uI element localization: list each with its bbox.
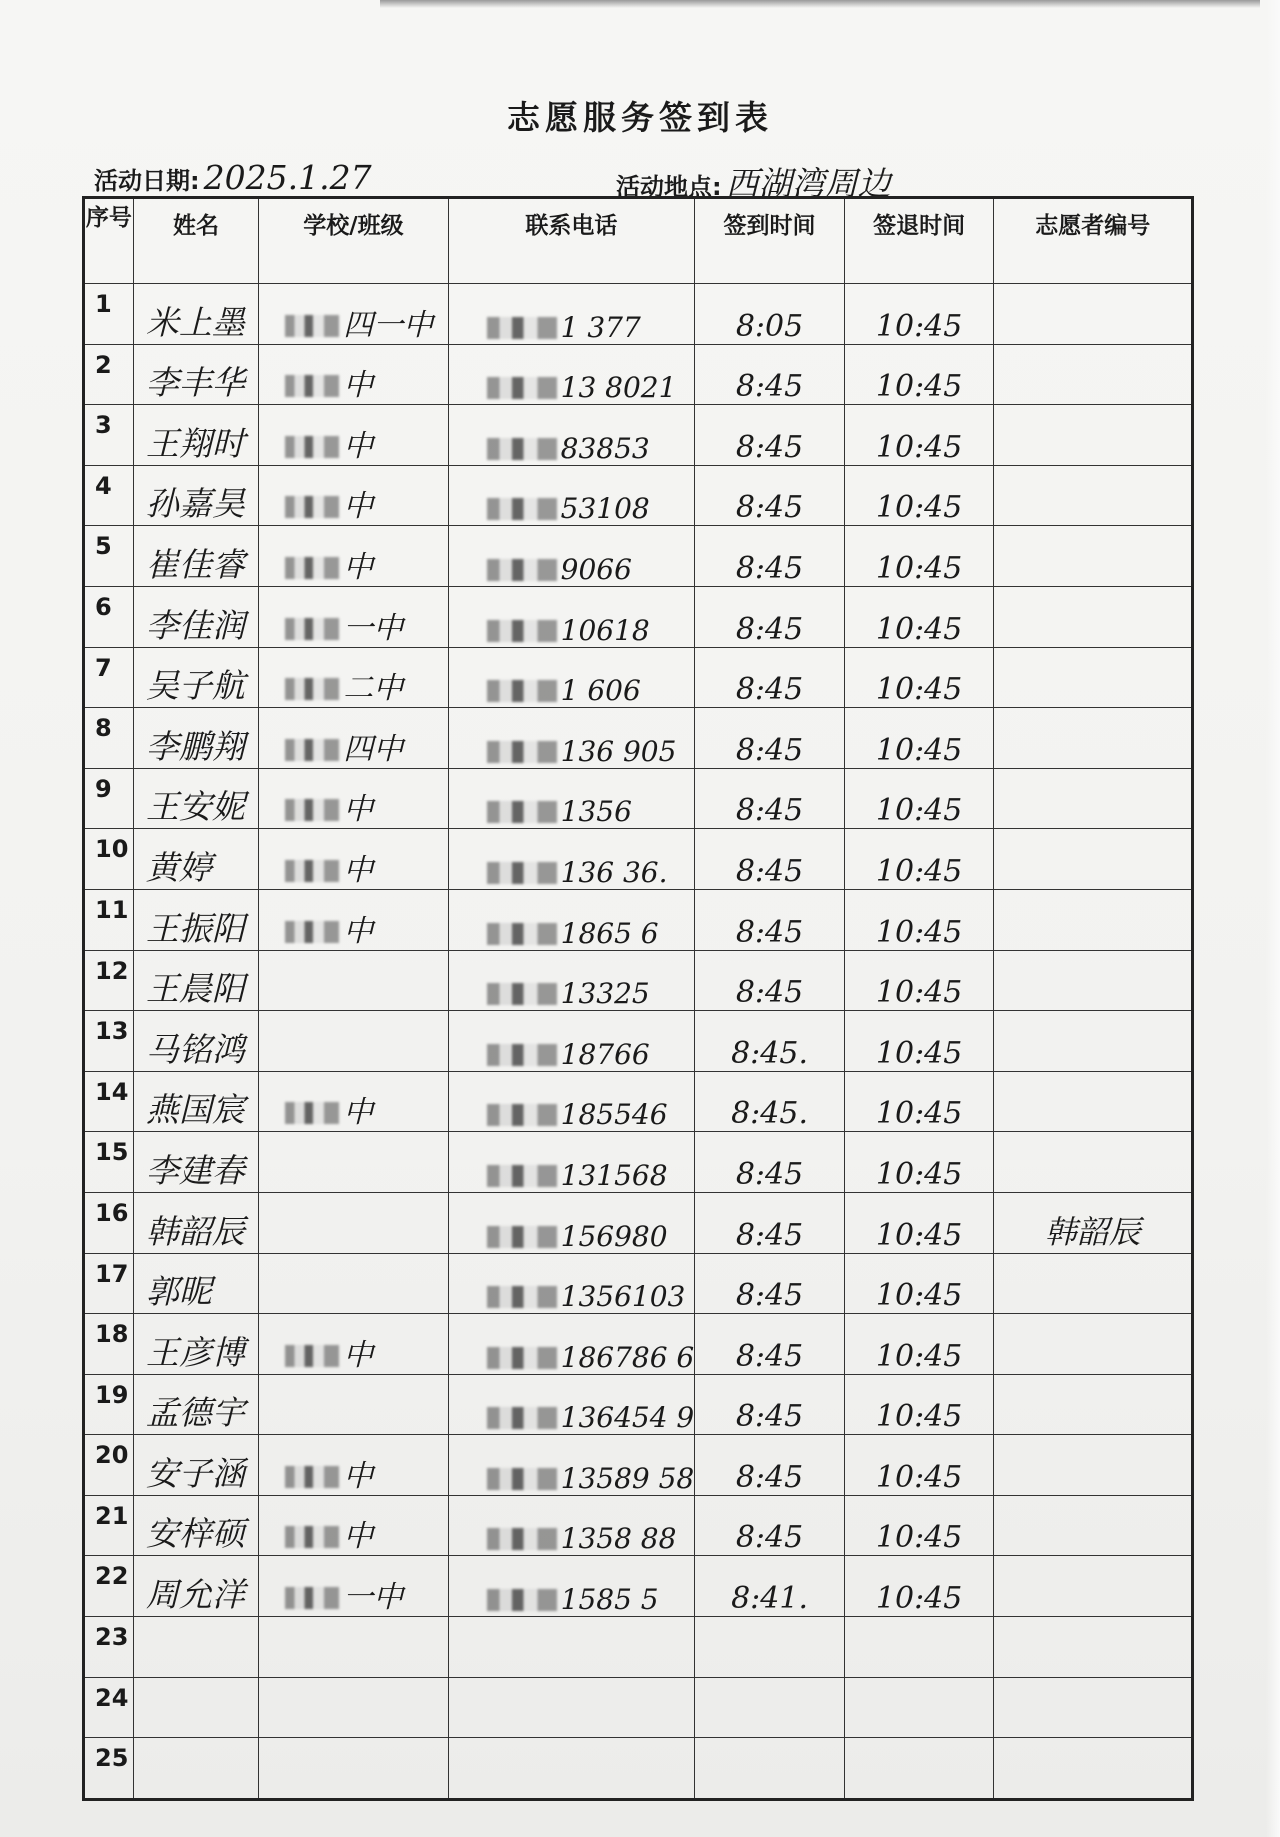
privacy-blur bbox=[487, 1468, 557, 1490]
privacy-blur bbox=[285, 1466, 339, 1488]
sign-in-time: 8:45. bbox=[695, 1011, 845, 1072]
sign-in-time: 8:45 bbox=[695, 1192, 845, 1253]
school-class: 四一中 bbox=[259, 284, 448, 345]
volunteer-id bbox=[994, 1314, 1193, 1375]
volunteer-id bbox=[994, 586, 1193, 647]
sign-out-time: 10:45 bbox=[844, 1192, 994, 1253]
row-index: 19 bbox=[84, 1374, 134, 1435]
row-index: 10 bbox=[84, 829, 134, 890]
volunteer-name: 燕国宸 bbox=[133, 1071, 258, 1132]
volunteer-id bbox=[994, 1495, 1193, 1556]
row-index: 15 bbox=[84, 1132, 134, 1193]
table-row bbox=[84, 950, 1193, 1011]
volunteer-name: 李鹏翔 bbox=[133, 708, 258, 769]
sign-out-time: 10:45 bbox=[844, 1495, 994, 1556]
privacy-blur bbox=[487, 1407, 557, 1429]
volunteer-name: 安梓硕 bbox=[133, 1495, 258, 1556]
row-index: 16 bbox=[84, 1192, 134, 1253]
contact-phone bbox=[448, 1738, 695, 1800]
table-row bbox=[84, 1071, 1193, 1132]
privacy-blur bbox=[285, 557, 339, 579]
table-row bbox=[84, 1738, 1193, 1800]
privacy-blur bbox=[487, 680, 557, 702]
school-class: 中 bbox=[259, 1314, 448, 1375]
sign-in-time: 8:45 bbox=[695, 889, 845, 950]
activity-date-value: 2025.1.27 bbox=[203, 158, 372, 197]
column-header-school: 学校/班级 bbox=[259, 198, 448, 284]
row-index: 3 bbox=[84, 405, 134, 466]
volunteer-name: 王晨阳 bbox=[133, 950, 258, 1011]
sign-out-time: 10:45 bbox=[844, 526, 994, 587]
sign-in-time bbox=[695, 1617, 845, 1678]
row-index: 13 bbox=[84, 1011, 134, 1072]
sign-in-time: 8:45 bbox=[695, 647, 845, 708]
volunteer-id bbox=[994, 465, 1193, 526]
privacy-blur bbox=[285, 799, 339, 821]
school-class bbox=[259, 1011, 448, 1072]
table-row bbox=[84, 1192, 1193, 1253]
sign-out-time: 10:45 bbox=[844, 1374, 994, 1435]
row-index: 5 bbox=[84, 526, 134, 587]
row-index: 23 bbox=[84, 1617, 134, 1678]
contact-phone: 13325 bbox=[448, 950, 695, 1011]
contact-phone: 136 36. bbox=[448, 829, 695, 890]
activity-date bbox=[94, 158, 372, 197]
sign-in-time: 8:45 bbox=[695, 526, 845, 587]
volunteer-name: 黄婷 bbox=[133, 829, 258, 890]
contact-phone bbox=[448, 1617, 695, 1678]
sign-out-time: 10:45 bbox=[844, 1071, 994, 1132]
paper-edge-shadow bbox=[380, 0, 1260, 8]
row-index: 21 bbox=[84, 1495, 134, 1556]
sign-out-time: 10:45 bbox=[844, 768, 994, 829]
sign-out-time: 10:45 bbox=[844, 647, 994, 708]
school-class: 中 bbox=[259, 1435, 448, 1496]
volunteer-id: 韩韶辰 bbox=[994, 1192, 1193, 1253]
contact-phone: 53108 bbox=[448, 465, 695, 526]
table-row bbox=[84, 1677, 1193, 1738]
volunteer-id bbox=[994, 526, 1193, 587]
privacy-blur bbox=[487, 923, 557, 945]
contact-phone: 10618 bbox=[448, 586, 695, 647]
contact-phone: 186786 6 bbox=[448, 1314, 695, 1375]
row-index: 6 bbox=[84, 586, 134, 647]
row-index: 24 bbox=[84, 1677, 134, 1738]
table-row bbox=[84, 1011, 1193, 1072]
privacy-blur bbox=[487, 620, 557, 642]
school-class: 中 bbox=[259, 465, 448, 526]
school-class bbox=[259, 1253, 448, 1314]
privacy-blur bbox=[487, 438, 557, 460]
contact-phone: 185546 bbox=[448, 1071, 695, 1132]
table-row bbox=[84, 829, 1193, 890]
privacy-blur bbox=[487, 377, 557, 399]
table-row bbox=[84, 405, 1193, 466]
school-class: 中 bbox=[259, 1071, 448, 1132]
sign-out-time: 10:45 bbox=[844, 1253, 994, 1314]
sign-in-time: 8:45 bbox=[695, 829, 845, 890]
sign-in-time: 8:45 bbox=[695, 1132, 845, 1193]
school-class: 中 bbox=[259, 344, 448, 405]
privacy-blur bbox=[487, 1528, 557, 1550]
row-index: 25 bbox=[84, 1738, 134, 1800]
privacy-blur bbox=[285, 618, 339, 640]
sign-in-time: 8:05 bbox=[695, 284, 845, 345]
school-class bbox=[259, 950, 448, 1011]
contact-phone: 131568 bbox=[448, 1132, 695, 1193]
volunteer-name: 李建春 bbox=[133, 1132, 258, 1193]
column-header-volunteer-id: 志愿者编号 bbox=[994, 198, 1193, 284]
volunteer-name bbox=[133, 1677, 258, 1738]
privacy-blur bbox=[487, 1165, 557, 1187]
table-body bbox=[84, 284, 1193, 1800]
privacy-blur bbox=[487, 1226, 557, 1248]
sign-out-time: 10:45 bbox=[844, 1132, 994, 1193]
volunteer-id bbox=[994, 1617, 1193, 1678]
contact-phone: 1 377 bbox=[448, 284, 695, 345]
contact-phone: 1585 5 bbox=[448, 1556, 695, 1617]
school-class: 一中 bbox=[259, 1556, 448, 1617]
activity-place-label: 活动地点: bbox=[616, 173, 722, 201]
volunteer-name: 崔佳睿 bbox=[133, 526, 258, 587]
privacy-blur bbox=[487, 983, 557, 1005]
sign-in-time: 8:45 bbox=[695, 1374, 845, 1435]
school-class: 中 bbox=[259, 768, 448, 829]
row-index: 1 bbox=[84, 284, 134, 345]
volunteer-name: 米上墨 bbox=[133, 284, 258, 345]
privacy-blur bbox=[285, 921, 339, 943]
school-class bbox=[259, 1132, 448, 1193]
privacy-blur bbox=[285, 860, 339, 882]
volunteer-id bbox=[994, 768, 1193, 829]
school-class: 二中 bbox=[259, 647, 448, 708]
sign-out-time: 10:45 bbox=[844, 829, 994, 890]
column-header-sign-out: 签退时间 bbox=[844, 198, 994, 284]
row-index: 22 bbox=[84, 1556, 134, 1617]
sign-out-time: 10:45 bbox=[844, 950, 994, 1011]
volunteer-id bbox=[994, 950, 1193, 1011]
volunteer-name: 孟德宇 bbox=[133, 1374, 258, 1435]
sign-out-time: 10:45 bbox=[844, 1435, 994, 1496]
table-row bbox=[84, 768, 1193, 829]
privacy-blur bbox=[487, 498, 557, 520]
sign-out-time bbox=[844, 1677, 994, 1738]
contact-phone: 9066 bbox=[448, 526, 695, 587]
school-class: 一中 bbox=[259, 586, 448, 647]
table-row bbox=[84, 1617, 1193, 1678]
table-row bbox=[84, 1556, 1193, 1617]
contact-phone: 13 8021 bbox=[448, 344, 695, 405]
table-row bbox=[84, 647, 1193, 708]
contact-phone: 1358 88 bbox=[448, 1495, 695, 1556]
volunteer-name: 韩韶辰 bbox=[133, 1192, 258, 1253]
school-class bbox=[259, 1738, 448, 1800]
school-class: 中 bbox=[259, 829, 448, 890]
row-index: 9 bbox=[84, 768, 134, 829]
table-row bbox=[84, 1253, 1193, 1314]
volunteer-id bbox=[994, 1132, 1193, 1193]
table-row bbox=[84, 1374, 1193, 1435]
privacy-blur bbox=[285, 1526, 339, 1548]
sign-in-time: 8:45 bbox=[695, 405, 845, 466]
sign-in-time: 8:45 bbox=[695, 708, 845, 769]
school-class bbox=[259, 1617, 448, 1678]
volunteer-id bbox=[994, 647, 1193, 708]
contact-phone: 1 606 bbox=[448, 647, 695, 708]
privacy-blur bbox=[285, 375, 339, 397]
table-row bbox=[84, 284, 1193, 345]
school-class: 中 bbox=[259, 405, 448, 466]
activity-date-label: 活动日期: bbox=[94, 167, 200, 195]
privacy-blur bbox=[487, 317, 557, 339]
sign-in-time: 8:45 bbox=[695, 1495, 845, 1556]
volunteer-name: 周允洋 bbox=[133, 1556, 258, 1617]
sign-out-time: 10:45 bbox=[844, 465, 994, 526]
row-index: 12 bbox=[84, 950, 134, 1011]
volunteer-id bbox=[994, 1011, 1193, 1072]
row-index: 2 bbox=[84, 344, 134, 405]
school-class: 四中 bbox=[259, 708, 448, 769]
sign-out-time: 10:45 bbox=[844, 1556, 994, 1617]
privacy-blur bbox=[487, 559, 557, 581]
volunteer-id bbox=[994, 889, 1193, 950]
table-row bbox=[84, 586, 1193, 647]
row-index: 17 bbox=[84, 1253, 134, 1314]
form-title: 志愿服务签到表 bbox=[507, 98, 773, 137]
row-index: 11 bbox=[84, 889, 134, 950]
row-index: 8 bbox=[84, 708, 134, 769]
paper-right-edge bbox=[1266, 0, 1280, 1837]
sign-in-time: 8:41. bbox=[695, 1556, 845, 1617]
volunteer-id bbox=[994, 829, 1193, 890]
sign-in-time: 8:45 bbox=[695, 768, 845, 829]
sign-out-time: 10:45 bbox=[844, 344, 994, 405]
volunteer-name: 李丰华 bbox=[133, 344, 258, 405]
privacy-blur bbox=[487, 1347, 557, 1369]
sign-in-time bbox=[695, 1677, 845, 1738]
school-class: 中 bbox=[259, 889, 448, 950]
table-row bbox=[84, 708, 1193, 769]
privacy-blur bbox=[285, 739, 339, 761]
row-index: 7 bbox=[84, 647, 134, 708]
table-row bbox=[84, 344, 1193, 405]
volunteer-name: 马铭鸿 bbox=[133, 1011, 258, 1072]
privacy-blur bbox=[487, 1589, 557, 1611]
table-header-row bbox=[84, 198, 1193, 284]
privacy-blur bbox=[487, 741, 557, 763]
table-row bbox=[84, 1495, 1193, 1556]
sign-out-time: 10:45 bbox=[844, 1011, 994, 1072]
sign-in-time: 8:45 bbox=[695, 465, 845, 526]
privacy-blur bbox=[285, 678, 339, 700]
sign-in-time: 8:45 bbox=[695, 344, 845, 405]
sign-in-time: 8:45. bbox=[695, 1071, 845, 1132]
column-header-index: 序号 bbox=[84, 198, 134, 284]
volunteer-name: 王彦博 bbox=[133, 1314, 258, 1375]
volunteer-name: 安子涵 bbox=[133, 1435, 258, 1496]
contact-phone bbox=[448, 1677, 695, 1738]
volunteer-name: 王安妮 bbox=[133, 768, 258, 829]
volunteer-name bbox=[133, 1738, 258, 1800]
sign-in-time: 8:45 bbox=[695, 1435, 845, 1496]
volunteer-name: 王振阳 bbox=[133, 889, 258, 950]
privacy-blur bbox=[487, 862, 557, 884]
privacy-blur bbox=[285, 1102, 339, 1124]
volunteer-id bbox=[994, 708, 1193, 769]
sign-out-time: 10:45 bbox=[844, 1314, 994, 1375]
sign-out-time: 10:45 bbox=[844, 708, 994, 769]
volunteer-id bbox=[994, 1374, 1193, 1435]
sign-out-time bbox=[844, 1738, 994, 1800]
contact-phone: 18766 bbox=[448, 1011, 695, 1072]
volunteer-name: 吴子航 bbox=[133, 647, 258, 708]
contact-phone: 1356 bbox=[448, 768, 695, 829]
table-row bbox=[84, 1314, 1193, 1375]
volunteer-id bbox=[994, 1253, 1193, 1314]
table-row bbox=[84, 526, 1193, 587]
school-class: 中 bbox=[259, 526, 448, 587]
privacy-blur bbox=[285, 315, 339, 337]
sign-in-time bbox=[695, 1738, 845, 1800]
school-class bbox=[259, 1192, 448, 1253]
column-header-sign-in: 签到时间 bbox=[695, 198, 845, 284]
school-class: 中 bbox=[259, 1495, 448, 1556]
sign-out-time: 10:45 bbox=[844, 405, 994, 466]
column-header-name: 姓名 bbox=[133, 198, 258, 284]
volunteer-id bbox=[994, 1556, 1193, 1617]
contact-phone: 136454 9 bbox=[448, 1374, 695, 1435]
privacy-blur bbox=[487, 1104, 557, 1126]
volunteer-name: 孙嘉昊 bbox=[133, 465, 258, 526]
contact-phone: 1865 6 bbox=[448, 889, 695, 950]
table-row bbox=[84, 465, 1193, 526]
volunteer-name: 李佳润 bbox=[133, 586, 258, 647]
sign-out-time bbox=[844, 1617, 994, 1678]
table-row bbox=[84, 889, 1193, 950]
sign-in-time: 8:45 bbox=[695, 1314, 845, 1375]
privacy-blur bbox=[487, 1286, 557, 1308]
contact-phone: 1356103 bbox=[448, 1253, 695, 1314]
row-index: 18 bbox=[84, 1314, 134, 1375]
school-class bbox=[259, 1677, 448, 1738]
column-header-phone: 联系电话 bbox=[448, 198, 695, 284]
volunteer-id bbox=[994, 1071, 1193, 1132]
volunteer-id bbox=[994, 405, 1193, 466]
row-index: 4 bbox=[84, 465, 134, 526]
privacy-blur bbox=[285, 496, 339, 518]
contact-phone: 83853 bbox=[448, 405, 695, 466]
sign-in-time: 8:45 bbox=[695, 950, 845, 1011]
volunteer-id bbox=[994, 1677, 1193, 1738]
volunteer-name bbox=[133, 1617, 258, 1678]
volunteer-id bbox=[994, 284, 1193, 345]
sign-in-table bbox=[82, 196, 1194, 1801]
privacy-blur bbox=[285, 1345, 339, 1367]
volunteer-name: 郭昵 bbox=[133, 1253, 258, 1314]
sign-in-time: 8:45 bbox=[695, 586, 845, 647]
privacy-blur bbox=[285, 436, 339, 458]
privacy-blur bbox=[487, 801, 557, 823]
sign-out-time: 10:45 bbox=[844, 284, 994, 345]
table-row bbox=[84, 1435, 1193, 1496]
contact-phone: 136 905 bbox=[448, 708, 695, 769]
contact-phone: 156980 bbox=[448, 1192, 695, 1253]
row-index: 14 bbox=[84, 1071, 134, 1132]
volunteer-id bbox=[994, 1435, 1193, 1496]
privacy-blur bbox=[487, 1044, 557, 1066]
activity-place-value: 西湖湾周边 bbox=[725, 164, 891, 203]
sign-in-time: 8:45 bbox=[695, 1253, 845, 1314]
contact-phone: 13589 58 bbox=[448, 1435, 695, 1496]
row-index: 20 bbox=[84, 1435, 134, 1496]
table-row bbox=[84, 1132, 1193, 1193]
privacy-blur bbox=[285, 1587, 339, 1609]
volunteer-id bbox=[994, 1738, 1193, 1800]
sign-out-time: 10:45 bbox=[844, 586, 994, 647]
volunteer-id bbox=[994, 344, 1193, 405]
volunteer-name: 王翔时 bbox=[133, 405, 258, 466]
sign-out-time: 10:45 bbox=[844, 889, 994, 950]
school-class bbox=[259, 1374, 448, 1435]
